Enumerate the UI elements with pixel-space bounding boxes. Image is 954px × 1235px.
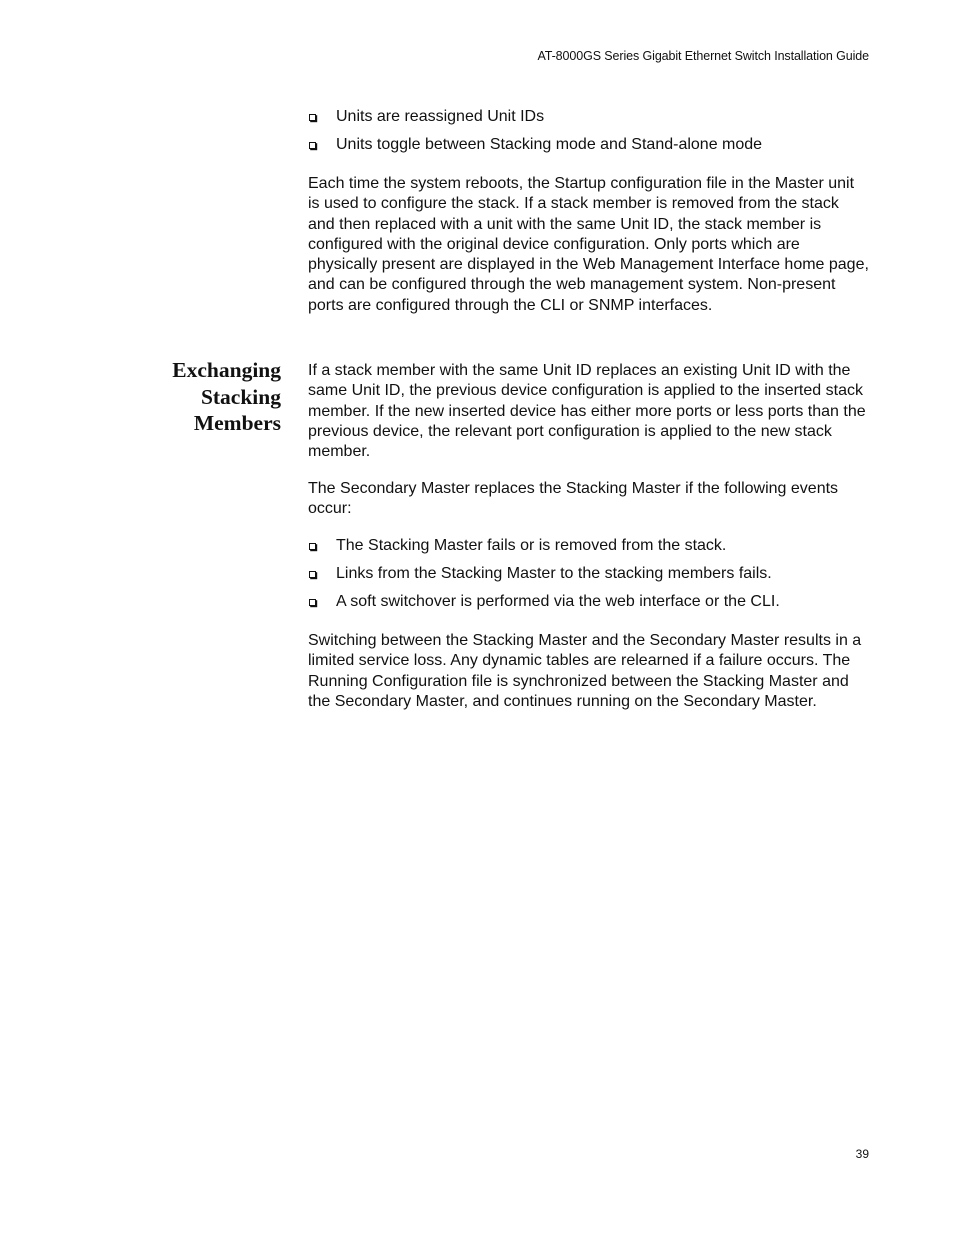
section-bullet-list <box>308 536 870 612</box>
bullet-text: Units are reassigned Unit IDs <box>336 108 545 125</box>
checkbox-bullet-icon <box>309 142 316 149</box>
checkbox-bullet-icon <box>309 599 316 606</box>
bullet-text: The Stacking Master fails or is removed from the stack. <box>336 537 727 554</box>
section-paragraph-3: Switching between the Stacking Master and the Secondary Master results in a limited service loss. Any dynamic tables are relearned if a failure occurs. The Running Configuration file is synchronized between the Stacking Master and the Secondary Master, and continues running on the Secondary Master. <box>308 632 862 710</box>
bullet-text: Links from the Stacking Master to the stacking members fails. <box>336 564 772 582</box>
checkbox-bullet-icon <box>309 114 316 121</box>
checkbox-bullet-icon <box>309 543 316 550</box>
section-paragraph-2: The Secondary Master replaces the Stacking Master if the following events occur: <box>308 480 839 518</box>
section-bullet-block <box>308 536 870 620</box>
list-item <box>308 564 870 584</box>
section-paragraph-2-block <box>308 479 870 520</box>
section-heading <box>150 357 281 437</box>
list-item <box>308 536 870 556</box>
intro-block <box>308 174 870 316</box>
heading-line: Exchanging <box>172 358 281 382</box>
list-item <box>308 135 870 155</box>
bullet-text: Units toggle between Stacking mode and Stand-alone mode <box>336 135 763 153</box>
list-item <box>308 592 870 612</box>
bullet-text: A soft switchover is performed via the web interface or the CLI. <box>336 592 780 610</box>
list-item <box>308 107 870 127</box>
section-paragraph-3-block <box>308 631 870 712</box>
heading-line: Stacking <box>200 384 281 409</box>
checkbox-bullet-icon <box>309 571 316 578</box>
intro-paragraph: Each time the system reboots, the Startup configuration file in the Master unit is used to configure the stack. If a stack member is removed from the stack and then replaced with a unit with the same Unit ID, the stack member is configured with the original device configuration. Only ports which are physically present are displayed in the Web Management Interface home page, and can be configured through the web management system. Non-present ports are configured through the CLI or SNMP interfaces. <box>308 175 869 314</box>
section-paragraph-1-block <box>308 361 870 462</box>
heading-line: Members <box>193 411 281 435</box>
page-number: 39 <box>855 1147 869 1161</box>
top-bullet-list <box>308 107 870 155</box>
section-paragraph-1: If a stack member with the same Unit ID replaces an existing Unit ID with the same Unit ID, the previous device configuration is applied to the inserted stack member. If the new inserted device has either more ports or less ports than the previous device, the relevant port configuration is applied to the new stack member. <box>308 362 866 461</box>
top-bullet-block <box>308 107 870 163</box>
running-header: AT-8000GS Series Gigabit Ethernet Switch Installation Guide <box>537 49 869 63</box>
